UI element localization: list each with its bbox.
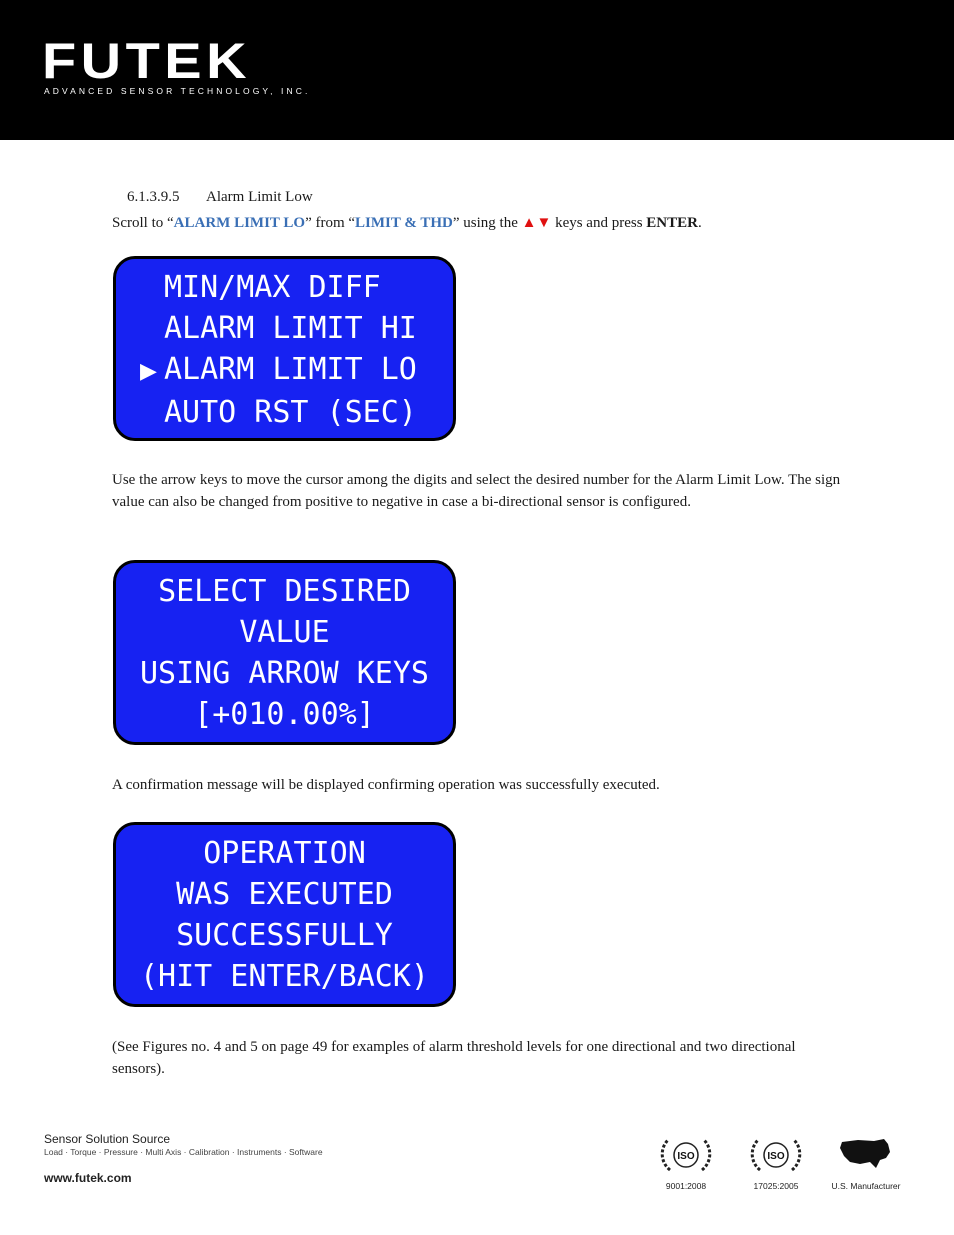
iso-laurel-icon bbox=[656, 1136, 716, 1174]
alarm-limit-lo-ref: ALARM LIMIT LO bbox=[173, 215, 306, 231]
lcd-confirm-line: OPERATION bbox=[203, 836, 366, 871]
iso-9001-caption: 9001:2008 bbox=[665, 1181, 707, 1191]
footer-product-list: Load · Torque · Pressure · Multi Axis · Calibration · Instruments · Software bbox=[44, 1147, 323, 1157]
reference-paragraph: (See Figures no. 4 and 5 on page 49 for examples of alarm threshold levels for one directional and two directional sensors). bbox=[112, 1039, 796, 1077]
cursor-arrow-icon: ▶ bbox=[140, 359, 157, 384]
footer-slogan: Sensor Solution Source bbox=[44, 1132, 171, 1146]
page-header bbox=[0, 0, 954, 140]
iso-17025-caption: 17025:2005 bbox=[753, 1181, 799, 1191]
futek-logo: FUTEK bbox=[42, 33, 252, 89]
section-number: 6.1.3.9.5 bbox=[127, 189, 180, 205]
lcd-value-readout: [+010.00%] bbox=[194, 697, 375, 732]
lcd-menu-line: MIN/MAX DIFF bbox=[164, 270, 381, 305]
logo-tagline: ADVANCED SENSOR TECHNOLOGY, INC. bbox=[44, 86, 311, 96]
enter-key-ref: ENTER bbox=[646, 215, 698, 231]
lcd-confirm-line: SUCCESSFULLY bbox=[176, 918, 393, 953]
lcd-value-screen bbox=[113, 560, 456, 745]
svg-text:ISO: ISO bbox=[677, 1151, 695, 1162]
lcd-value-line: VALUE bbox=[239, 615, 330, 650]
lcd-menu-line-selected: ALARM LIMIT LO bbox=[164, 352, 417, 387]
confirmation-paragraph: A confirmation message will be displayed confirming operation was successfully executed. bbox=[112, 777, 660, 793]
lcd-value-line: USING ARROW KEYS bbox=[140, 656, 429, 691]
svg-text:ISO: ISO bbox=[767, 1151, 785, 1162]
lcd-value-line: SELECT DESIRED bbox=[158, 574, 411, 609]
intro-paragraph: Scroll to “ALARM LIMIT LO” from “LIMIT & THD” using the ▲▼ keys and press ENTER. bbox=[112, 215, 702, 231]
us-manufacturer-badge bbox=[826, 1136, 906, 1191]
instruction-paragraph: Use the arrow keys to move the cursor among the digits and select the desired number for the Alarm Limit Low. The sign value can also be changed from positive to negative in case a bi-directional sensor is configured. bbox=[112, 472, 841, 510]
iso-laurel-icon bbox=[746, 1136, 806, 1174]
lcd-confirm-line: (HIT ENTER/BACK) bbox=[140, 959, 429, 994]
up-down-arrows-icon: ▲▼ bbox=[521, 215, 552, 231]
usa-map-icon bbox=[836, 1136, 896, 1174]
lcd-menu-screen bbox=[113, 256, 456, 441]
iso-17025-badge bbox=[736, 1136, 816, 1191]
lcd-confirm-line: WAS EXECUTED bbox=[176, 877, 393, 912]
us-manufacturer-caption: U.S. Manufacturer bbox=[831, 1181, 901, 1191]
limit-thd-ref: LIMIT & THD bbox=[355, 215, 453, 231]
lcd-menu-line: AUTO RST (SEC) bbox=[164, 395, 417, 430]
lcd-menu-line: ALARM LIMIT HI bbox=[164, 311, 417, 346]
footer-website-link[interactable]: www.futek.com bbox=[44, 1171, 132, 1185]
section-title: Alarm Limit Low bbox=[206, 189, 313, 205]
iso-9001-badge bbox=[646, 1136, 726, 1191]
lcd-confirmation-screen bbox=[113, 822, 456, 1007]
